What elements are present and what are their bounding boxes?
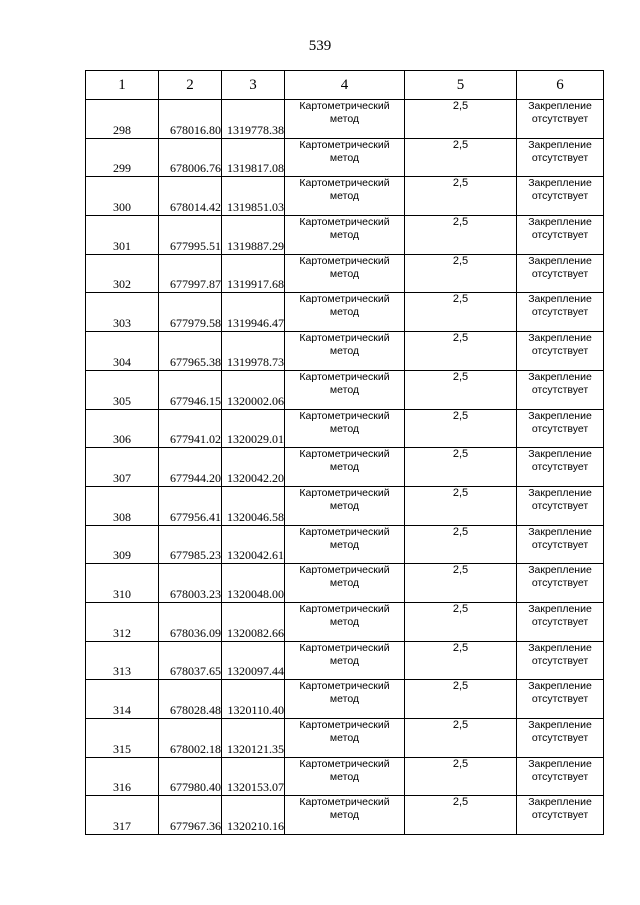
x-coordinate-cell: 678006.76: [159, 138, 222, 177]
x-coordinate-cell: 678014.42: [159, 177, 222, 216]
header-col-2: 2: [159, 71, 222, 100]
point-number-cell: 310: [86, 564, 159, 603]
accuracy-cell: 2,5: [405, 680, 517, 719]
y-coordinate-cell: 1320029.01: [222, 409, 285, 448]
y-coordinate-cell: 1319851.03: [222, 177, 285, 216]
table-row: [86, 254, 604, 293]
page-number: 539: [308, 38, 332, 54]
fixing-cell: Закрепление отсутствует: [517, 293, 604, 332]
fixing-cell: Закрепление отсутствует: [517, 448, 604, 487]
x-coordinate-cell: 678036.09: [159, 602, 222, 641]
header-col-1: 1: [86, 71, 159, 100]
accuracy-cell: 2,5: [405, 757, 517, 796]
point-number-cell: 301: [86, 216, 159, 255]
point-number-cell: 305: [86, 370, 159, 409]
accuracy-cell: 2,5: [405, 216, 517, 255]
accuracy-cell: 2,5: [405, 641, 517, 680]
fixing-cell: Закрепление отсутствует: [517, 641, 604, 680]
point-number-cell: 303: [86, 293, 159, 332]
y-coordinate-cell: 1319946.47: [222, 293, 285, 332]
x-coordinate-cell: 677980.40: [159, 757, 222, 796]
header-col-5: 5: [405, 71, 517, 100]
fixing-cell: Закрепление отсутствует: [517, 409, 604, 448]
method-cell: Картометрический метод: [285, 138, 405, 177]
method-cell: Картометрический метод: [285, 719, 405, 758]
fixing-cell: Закрепление отсутствует: [517, 796, 604, 835]
x-coordinate-cell: 678037.65: [159, 641, 222, 680]
x-coordinate-cell: 678003.23: [159, 564, 222, 603]
table-row: [86, 757, 604, 796]
method-cell: Картометрический метод: [285, 486, 405, 525]
table-row: [86, 409, 604, 448]
fixing-cell: Закрепление отсутствует: [517, 602, 604, 641]
point-number-cell: 307: [86, 448, 159, 487]
accuracy-cell: 2,5: [405, 525, 517, 564]
table-row: [86, 216, 604, 255]
accuracy-cell: 2,5: [405, 254, 517, 293]
point-number-cell: 300: [86, 177, 159, 216]
x-coordinate-cell: 677941.02: [159, 409, 222, 448]
accuracy-cell: 2,5: [405, 138, 517, 177]
y-coordinate-cell: 1319887.29: [222, 216, 285, 255]
y-coordinate-cell: 1320082.66: [222, 602, 285, 641]
accuracy-cell: 2,5: [405, 100, 517, 139]
method-cell: Картометрический метод: [285, 332, 405, 371]
fixing-cell: Закрепление отсутствует: [517, 370, 604, 409]
y-coordinate-cell: 1319778.38: [222, 100, 285, 139]
x-coordinate-cell: 678002.18: [159, 719, 222, 758]
table-body: [86, 100, 604, 835]
x-coordinate-cell: 677965.38: [159, 332, 222, 371]
y-coordinate-cell: 1319978.73: [222, 332, 285, 371]
point-number-cell: 309: [86, 525, 159, 564]
fixing-cell: Закрепление отсутствует: [517, 564, 604, 603]
fixing-cell: Закрепление отсутствует: [517, 332, 604, 371]
point-number-cell: 314: [86, 680, 159, 719]
accuracy-cell: 2,5: [405, 370, 517, 409]
point-number-cell: 308: [86, 486, 159, 525]
table-row: [86, 332, 604, 371]
point-number-cell: 302: [86, 254, 159, 293]
method-cell: Картометрический метод: [285, 293, 405, 332]
coordinates-table: [85, 70, 604, 835]
point-number-cell: 316: [86, 757, 159, 796]
y-coordinate-cell: 1320046.58: [222, 486, 285, 525]
accuracy-cell: 2,5: [405, 564, 517, 603]
y-coordinate-cell: 1319817.08: [222, 138, 285, 177]
accuracy-cell: 2,5: [405, 602, 517, 641]
accuracy-cell: 2,5: [405, 719, 517, 758]
method-cell: Картометрический метод: [285, 100, 405, 139]
table-row: [86, 370, 604, 409]
method-cell: Картометрический метод: [285, 409, 405, 448]
x-coordinate-cell: 677944.20: [159, 448, 222, 487]
table-row: [86, 641, 604, 680]
x-coordinate-cell: 677985.23: [159, 525, 222, 564]
fixing-cell: Закрепление отсутствует: [517, 177, 604, 216]
x-coordinate-cell: 678028.48: [159, 680, 222, 719]
x-coordinate-cell: 677997.87: [159, 254, 222, 293]
table-header-row: [86, 71, 604, 100]
y-coordinate-cell: 1320048.00: [222, 564, 285, 603]
x-coordinate-cell: 677995.51: [159, 216, 222, 255]
header-col-4: 4: [285, 71, 405, 100]
point-number-cell: 306: [86, 409, 159, 448]
table-row: [86, 564, 604, 603]
table-row: [86, 177, 604, 216]
table-row: [86, 448, 604, 487]
method-cell: Картометрический метод: [285, 564, 405, 603]
header-col-6: 6: [517, 71, 604, 100]
table-row: [86, 680, 604, 719]
method-cell: Картометрический метод: [285, 177, 405, 216]
accuracy-cell: 2,5: [405, 486, 517, 525]
table-row: [86, 100, 604, 139]
table-row: [86, 138, 604, 177]
y-coordinate-cell: 1320002.06: [222, 370, 285, 409]
point-number-cell: 317: [86, 796, 159, 835]
table-row: [86, 525, 604, 564]
header-col-3: 3: [222, 71, 285, 100]
y-coordinate-cell: 1320121.35: [222, 719, 285, 758]
method-cell: Картометрический метод: [285, 525, 405, 564]
table-row: [86, 293, 604, 332]
method-cell: Картометрический метод: [285, 641, 405, 680]
point-number-cell: 313: [86, 641, 159, 680]
accuracy-cell: 2,5: [405, 177, 517, 216]
point-number-cell: 312: [86, 602, 159, 641]
table-row: [86, 486, 604, 525]
method-cell: Картометрический метод: [285, 796, 405, 835]
y-coordinate-cell: 1320042.61: [222, 525, 285, 564]
method-cell: Картометрический метод: [285, 448, 405, 487]
method-cell: Картометрический метод: [285, 602, 405, 641]
x-coordinate-cell: 677967.36: [159, 796, 222, 835]
fixing-cell: Закрепление отсутствует: [517, 719, 604, 758]
y-coordinate-cell: 1320042.20: [222, 448, 285, 487]
point-number-cell: 304: [86, 332, 159, 371]
fixing-cell: Закрепление отсутствует: [517, 486, 604, 525]
method-cell: Картометрический метод: [285, 216, 405, 255]
y-coordinate-cell: 1320210.16: [222, 796, 285, 835]
point-number-cell: 299: [86, 138, 159, 177]
accuracy-cell: 2,5: [405, 796, 517, 835]
fixing-cell: Закрепление отсутствует: [517, 254, 604, 293]
table-row: [86, 602, 604, 641]
fixing-cell: Закрепление отсутствует: [517, 100, 604, 139]
method-cell: Картометрический метод: [285, 254, 405, 293]
accuracy-cell: 2,5: [405, 293, 517, 332]
method-cell: Картометрический метод: [285, 757, 405, 796]
fixing-cell: Закрепление отсутствует: [517, 680, 604, 719]
fixing-cell: Закрепление отсутствует: [517, 216, 604, 255]
x-coordinate-cell: 677956.41: [159, 486, 222, 525]
y-coordinate-cell: 1320097.44: [222, 641, 285, 680]
y-coordinate-cell: 1320153.07: [222, 757, 285, 796]
point-number-cell: 298: [86, 100, 159, 139]
accuracy-cell: 2,5: [405, 332, 517, 371]
y-coordinate-cell: 1319917.68: [222, 254, 285, 293]
x-coordinate-cell: 678016.80: [159, 100, 222, 139]
fixing-cell: Закрепление отсутствует: [517, 525, 604, 564]
table-row: [86, 796, 604, 835]
accuracy-cell: 2,5: [405, 409, 517, 448]
fixing-cell: Закрепление отсутствует: [517, 138, 604, 177]
point-number-cell: 315: [86, 719, 159, 758]
y-coordinate-cell: 1320110.40: [222, 680, 285, 719]
x-coordinate-cell: 677979.58: [159, 293, 222, 332]
x-coordinate-cell: 677946.15: [159, 370, 222, 409]
fixing-cell: Закрепление отсутствует: [517, 757, 604, 796]
accuracy-cell: 2,5: [405, 448, 517, 487]
method-cell: Картометрический метод: [285, 370, 405, 409]
table-row: [86, 719, 604, 758]
method-cell: Картометрический метод: [285, 680, 405, 719]
